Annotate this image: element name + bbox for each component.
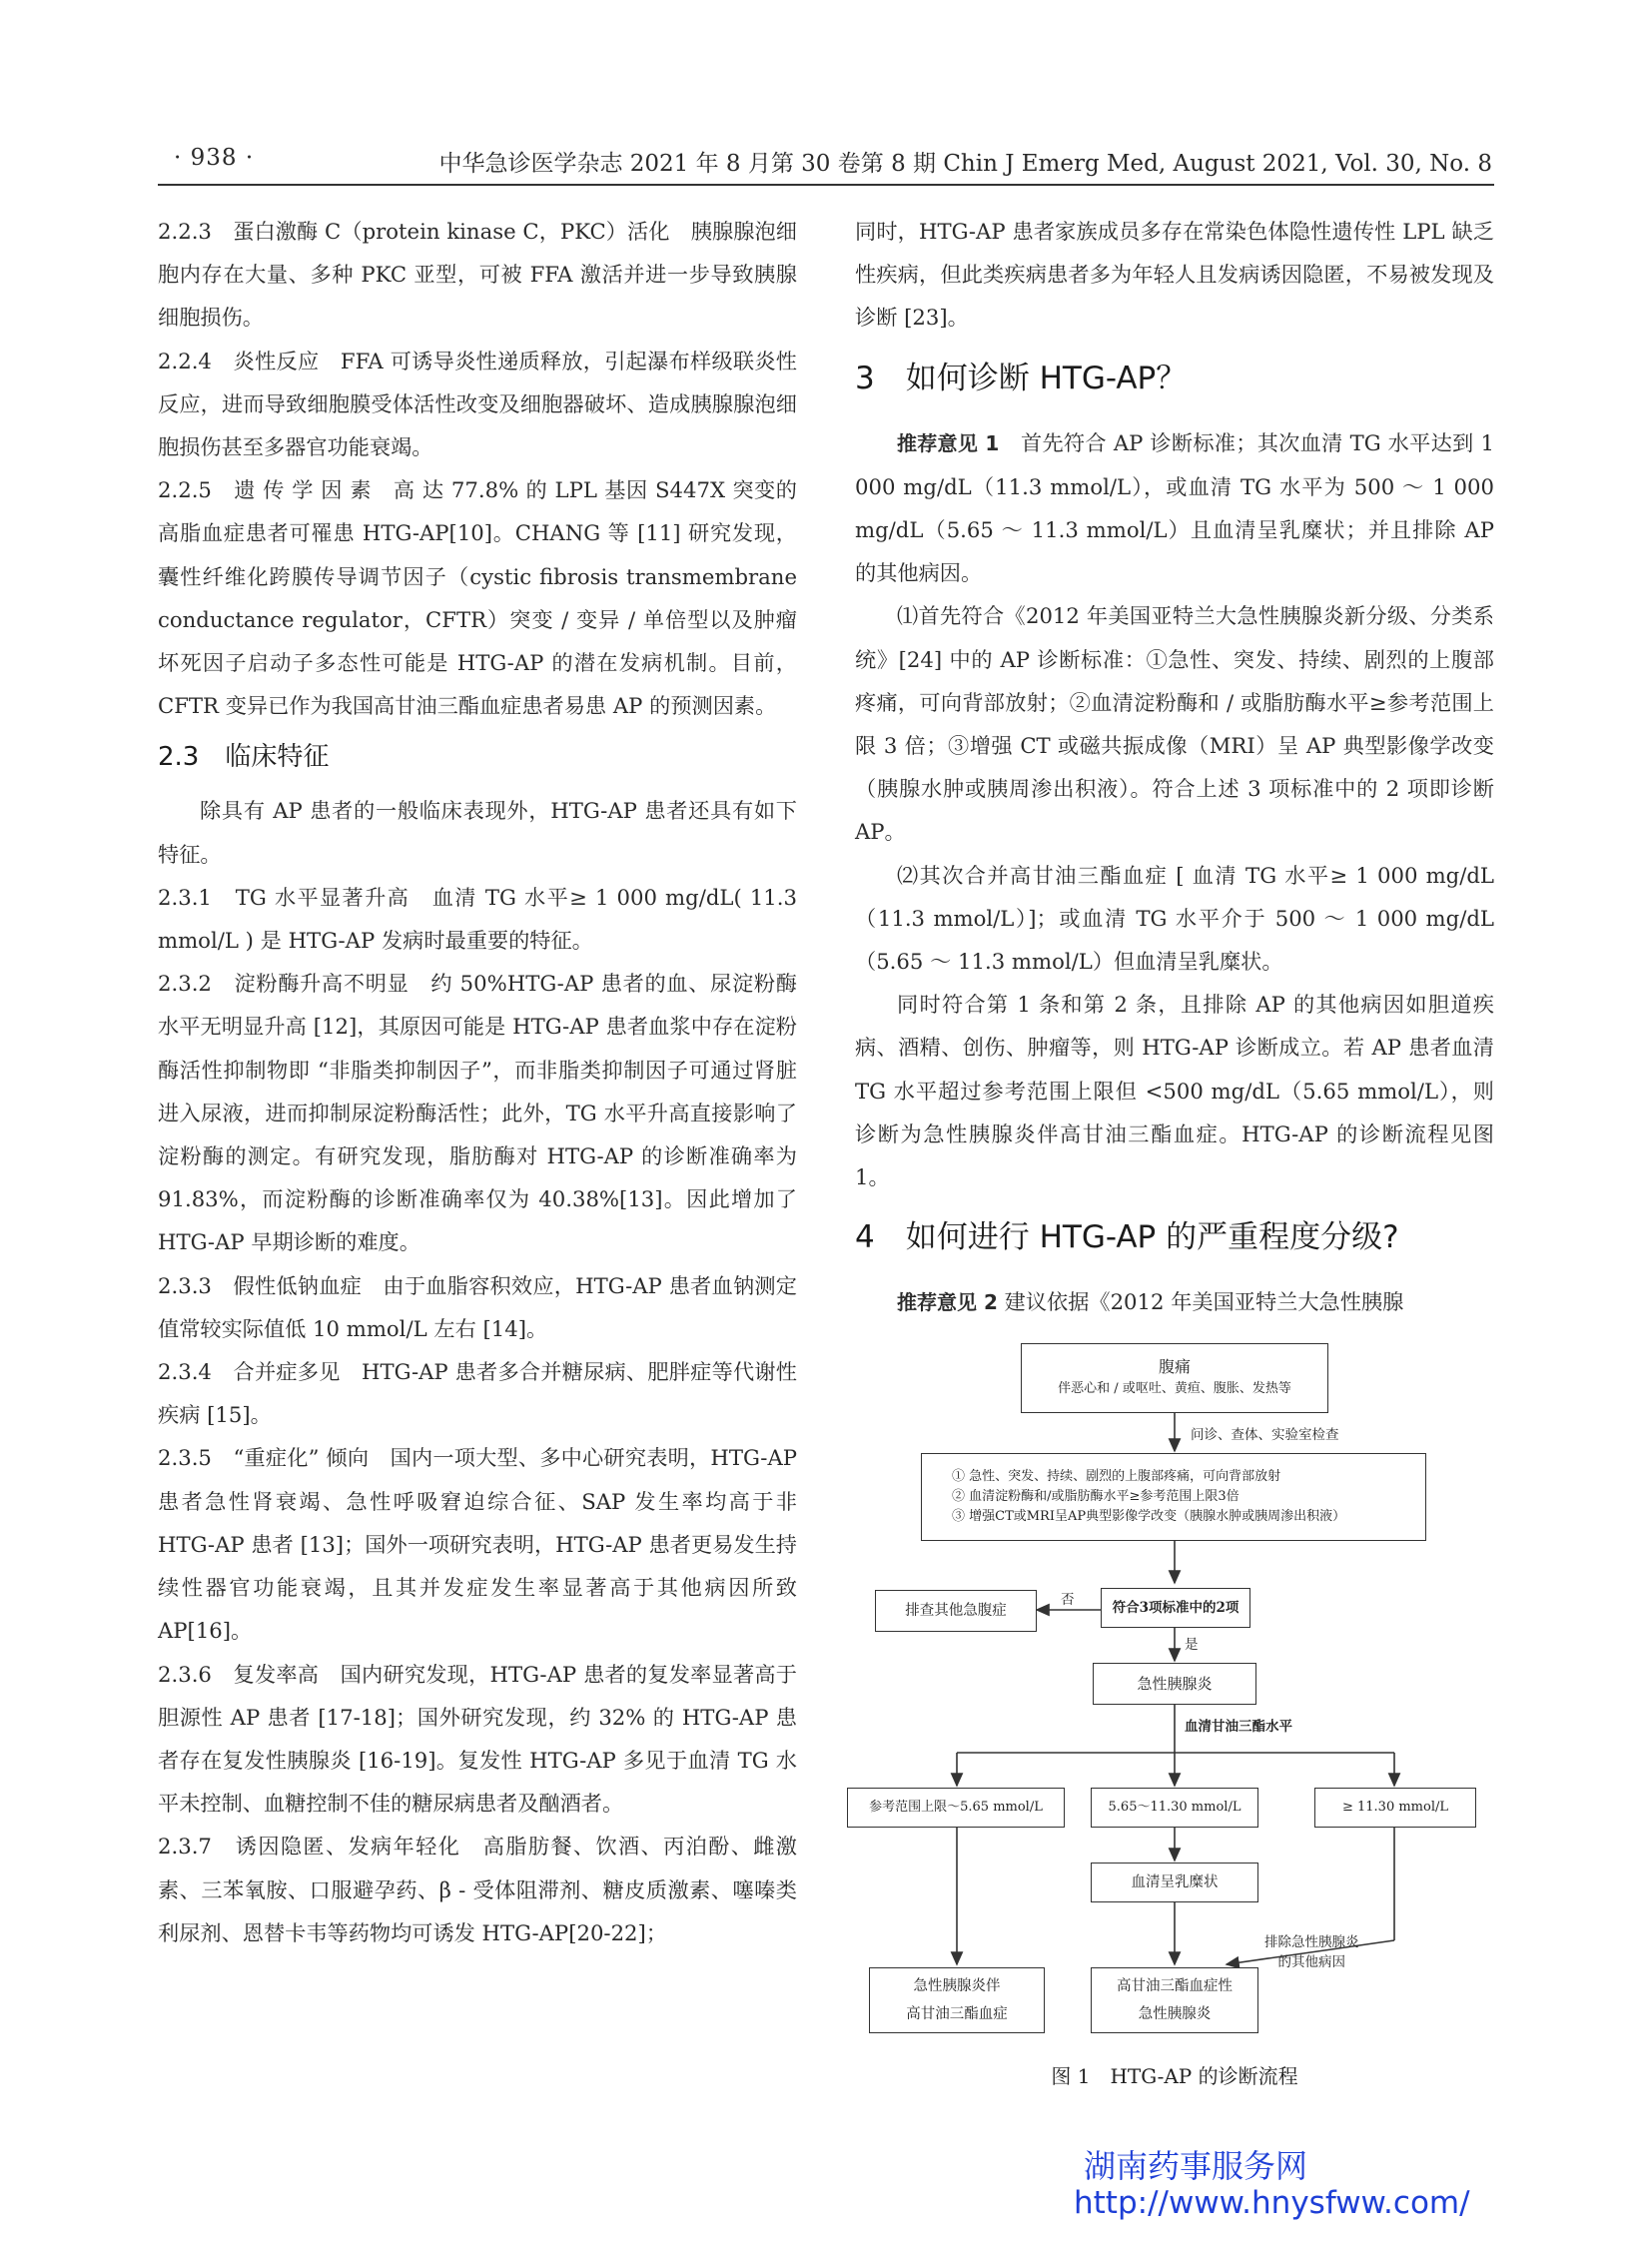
section-2-3-3: 2.3.3 假性低钠血症 由于血脂容积效应，HTG-AP 患者血钠测定值常较实际值低 10 mmol/L 左右 [14]。 — [158, 1272, 797, 1341]
section-2-3-6: 2.3.6 复发率高 国内研究发现，HTG-AP 患者的复发率显著高于胆源性 AP 患者 [17-18]；国外研究发现，约 32% 的 HTG-AP 患者存在复发性胰腺炎 [16-19]。复发性 HTG-AP 多见于血清 TG 水平未控制、血糖控制不佳的糖尿病患者及酗酒者。 — [158, 1661, 797, 1817]
label-exam: 问诊、查体、实验室检查 — [1191, 1427, 1339, 1443]
box-acute-pancreatitis: 急性胰腺炎 — [1093, 1663, 1256, 1705]
criteria-1: ① 急性、突发、持续、剧烈的上腹部疼痛，可向背部放射 — [952, 1469, 1281, 1484]
label-exclude-other-causes — [1264, 1932, 1359, 1972]
result-1-line-2: 高甘油三酯血症 — [906, 2006, 1008, 2022]
heading-section-3: 3 如何诊断 HTG-AP？ — [855, 360, 1188, 396]
box-result-ap-with-htg — [869, 1967, 1045, 2033]
flowchart-figure — [855, 1343, 1494, 2082]
recommendation-2-text: 建议依据《2012 年美国亚特兰大急性胰腺 — [997, 1289, 1404, 1315]
box-exclude-other: 排查其他急腹症 — [875, 1590, 1037, 1632]
box-range-mid: 5.65～11.30 mmol/L — [1091, 1788, 1258, 1828]
header-rule — [158, 184, 1494, 186]
criteria-3: ③ 增强CT或MRI呈AP典型影像学改变（胰腺水肿或胰周渗出积液） — [952, 1509, 1346, 1524]
section-2-3-7: 2.3.7 诱因隐匿、发病年轻化 高脂肪餐、饮酒、丙泊酚、雌激素、三苯氧胺、口服避孕药、β - 受体阻滞剂、糖皮质激素、噻嗪类利尿剂、恩替卡韦等药物均可诱发 HTG-AP[20-22]； — [158, 1834, 797, 1945]
box-range-high: ≥ 11.30 mmol/L — [1314, 1788, 1476, 1828]
recommendation-1-label: 推荐意见 1 — [897, 430, 1000, 455]
section-2-3-4: 2.3.4 合并症多见 HTG-AP 患者多合并糖尿病、肥胖症等代谢性疾病 [15]。 — [158, 1359, 797, 1428]
page-number: · 938 · — [174, 145, 255, 171]
section-2-3-1: 2.3.1 TG 水平显著升高 血清 TG 水平≥ 1 000 mg/dL( 11.3 mmol/L ) 是 HTG-AP 发病时最重要的特征。 — [158, 884, 797, 954]
box-abdominal-pain-title: 腹痛 — [1158, 1357, 1191, 1376]
section-2-2-3: 2.2.3 蛋白激酶 C（protein kinase C，PKC）活化 胰腺腺泡细胞内存在大量、多种 PKC 亚型，可被 FFA 激活并进一步导致胰腺细胞损伤。 — [158, 219, 797, 331]
recommendation-2 — [855, 1280, 1494, 1324]
heading-section-4: 4 如何进行 HTG-AP 的严重程度分级? — [855, 1219, 1399, 1256]
right-para-1: 同时，HTG-AP 患者家族成员多存在常染色体隐性遗传性 LPL 缺乏性疾病，但此类疾病患者多为年轻人且发病诱因隐匿，不易被发现及诊断 [23]。 — [855, 219, 1494, 331]
section-2-2-4: 2.2.4 炎性反应 FFA 可诱导炎性递质释放，引起瀑布样级联炎性反应，进而导致细胞膜受体活性改变及细胞器破坏、造成胰腺腺泡细胞损伤甚至多器官功能衰竭。 — [158, 348, 797, 460]
recommendation-1 — [855, 421, 1494, 595]
heading-2-3: 2.3 临床特征 — [158, 742, 330, 773]
section-2-3-5: 2.3.5 “重症化” 倾向 国内一项大型、多中心研究表明，HTG-AP 患者急性肾衰竭、急性呼吸窘迫综合征、SAP 发生率均高于非 HTG-AP 患者 [13]；国外一项研究表明，HTG-AP 患者更易发生持续性器官功能衰竭，且其并发症发生率显著高于其他病因所致 AP[16]。 — [158, 1445, 797, 1644]
box-abdominal-pain-sub: 伴恶心和 / 或呕吐、黄疸、腹胀、发热等 — [1058, 1381, 1291, 1396]
section-2-2-5: 2.2.5 遗 传 学 因 素 高 达 77.8% 的 LPL 基因 S447X 突变的高脂血症患者可罹患 HTG-AP[10]。CHANG 等 [11] 研究发现，囊性纤维化跨膜传导调节因子（cystic fibrosis transmembrane conductance regulator，CFTR）突变 / 变异 / 单倍型以及肿瘤坏死因子启动子多态性可能是 HTG-AP 的潜在发病机制。目前，CFTR 变异已作为我国高甘油三酯血症患者易患 AP 的预测因素。 — [158, 477, 797, 719]
label-serum-tg: 血清甘油三酯水平 — [1185, 1719, 1292, 1735]
recommendation-1-text: 首先符合 AP 诊断标准；其次血清 TG 水平达到 1 000 mg/dL（11.3 mmol/L），或血清 TG 水平为 500 ～ 1 000 mg/dL（5.65 ～ 11.3 mmol/L）且血清呈乳糜状；并且排除 AP 的其他病因。 — [855, 429, 1494, 586]
label-yes: 是 — [1185, 1637, 1199, 1653]
watermark-site-name: 湖南药事服务网 — [1084, 2147, 1308, 2185]
right-column — [855, 210, 1494, 1324]
running-title: 中华急诊医学杂志 2021 年 8 月第 30 卷第 8 期 Chin J Emerg Med, August 2021, Vol. 30, No. 8 — [438, 151, 1492, 177]
box-criteria — [921, 1453, 1426, 1541]
label-exclude-other-causes-2: 的其他病因 — [1277, 1954, 1345, 1970]
label-exclude-other-causes-1: 排除急性胰腺炎 — [1264, 1934, 1359, 1950]
result-1-line-1: 急性胰腺炎伴 — [913, 1978, 1001, 1994]
recommendation-2-label: 推荐意见 2 — [897, 1290, 998, 1315]
left-column — [158, 210, 797, 1954]
result-2-line-1: 高甘油三酯血症性 — [1117, 1978, 1233, 1994]
right-para-4: 同时符合第 1 条和第 2 条，且排除 AP 的其他病因如胆道疾病、酒精、创伤、肿瘤等，则 HTG-AP 诊断成立。若 AP 患者血清 TG 水平超过参考范围上限但 <500 mg/dL（5.65 mmol/L），则诊断为急性胰腺炎伴高甘油三酯血症。HTG-AP 的诊断流程见图 1。 — [855, 992, 1494, 1190]
section-2-3-2: 2.3.2 淀粉酶升高不明显 约 50%HTG-AP 患者的血、尿淀粉酶水平无明显升高 [12]，其原因可能是 HTG-AP 患者血浆中存在淀粉酶活性抑制物即 “非脂类抑制因子”，而非脂类抑制因子可通过肾脏进入尿液，进而抑制尿淀粉酶活性；此外，TG 水平升高直接影响了淀粉酶的测定。有研究发现，脂肪酶对 HTG-AP 的诊断准确率为 91.83%，而淀粉酶的诊断准确率仅为 40.38%[13]。因此增加了 HTG-AP 早期诊断的难度。 — [158, 971, 797, 1255]
box-range-low: 参考范围上限～5.65 mmol/L — [847, 1788, 1065, 1828]
box-chylous-serum: 血清呈乳糜状 — [1091, 1863, 1258, 1902]
right-para-2: ⑴首先符合《2012 年美国亚特兰大急性胰腺炎新分级、分类系统》[24] 中的 AP 诊断标准：①急性、突发、持续、剧烈的上腹部疼痛，可向背部放射；②血清淀粉酶和 / 或脂肪酶水平≥参考范围上限 3 倍；③增强 CT 或磁共振成像（MRI）呈 AP 典型影像学改变（胰腺水肿或胰周渗出积液）。符合上述 3 项标准中的 2 项即诊断 AP。 — [855, 603, 1494, 845]
box-meet-criteria: 符合3项标准中的2项 — [1101, 1588, 1250, 1628]
box-result-htg-ap — [1091, 1967, 1258, 2033]
criteria-2: ② 血清淀粉酶和/或脂肪酶水平≥参考范围上限3倍 — [952, 1489, 1239, 1504]
right-para-3: ⑵其次合并高甘油三酯血症 [ 血清 TG 水平≥ 1 000 mg/dL（11.3 mmol/L）]；或血清 TG 水平介于 500 ～ 1 000 mg/dL（5.65 ～ 11.3 mmol/L）但血清呈乳糜状。 — [855, 862, 1494, 975]
result-2-line-2: 急性胰腺炎 — [1138, 2006, 1212, 2022]
figure-caption: 图 1 HTG-AP 的诊断流程 — [1051, 2064, 1298, 2088]
watermark-url[interactable]: http://www.hnysfww.com/ — [1074, 2185, 1470, 2221]
section-2-3-intro: 除具有 AP 患者的一般临床表现外，HTG-AP 患者还具有如下特征。 — [158, 798, 797, 867]
label-no: 否 — [1061, 1592, 1075, 1608]
box-abdominal-pain — [1021, 1343, 1328, 1413]
